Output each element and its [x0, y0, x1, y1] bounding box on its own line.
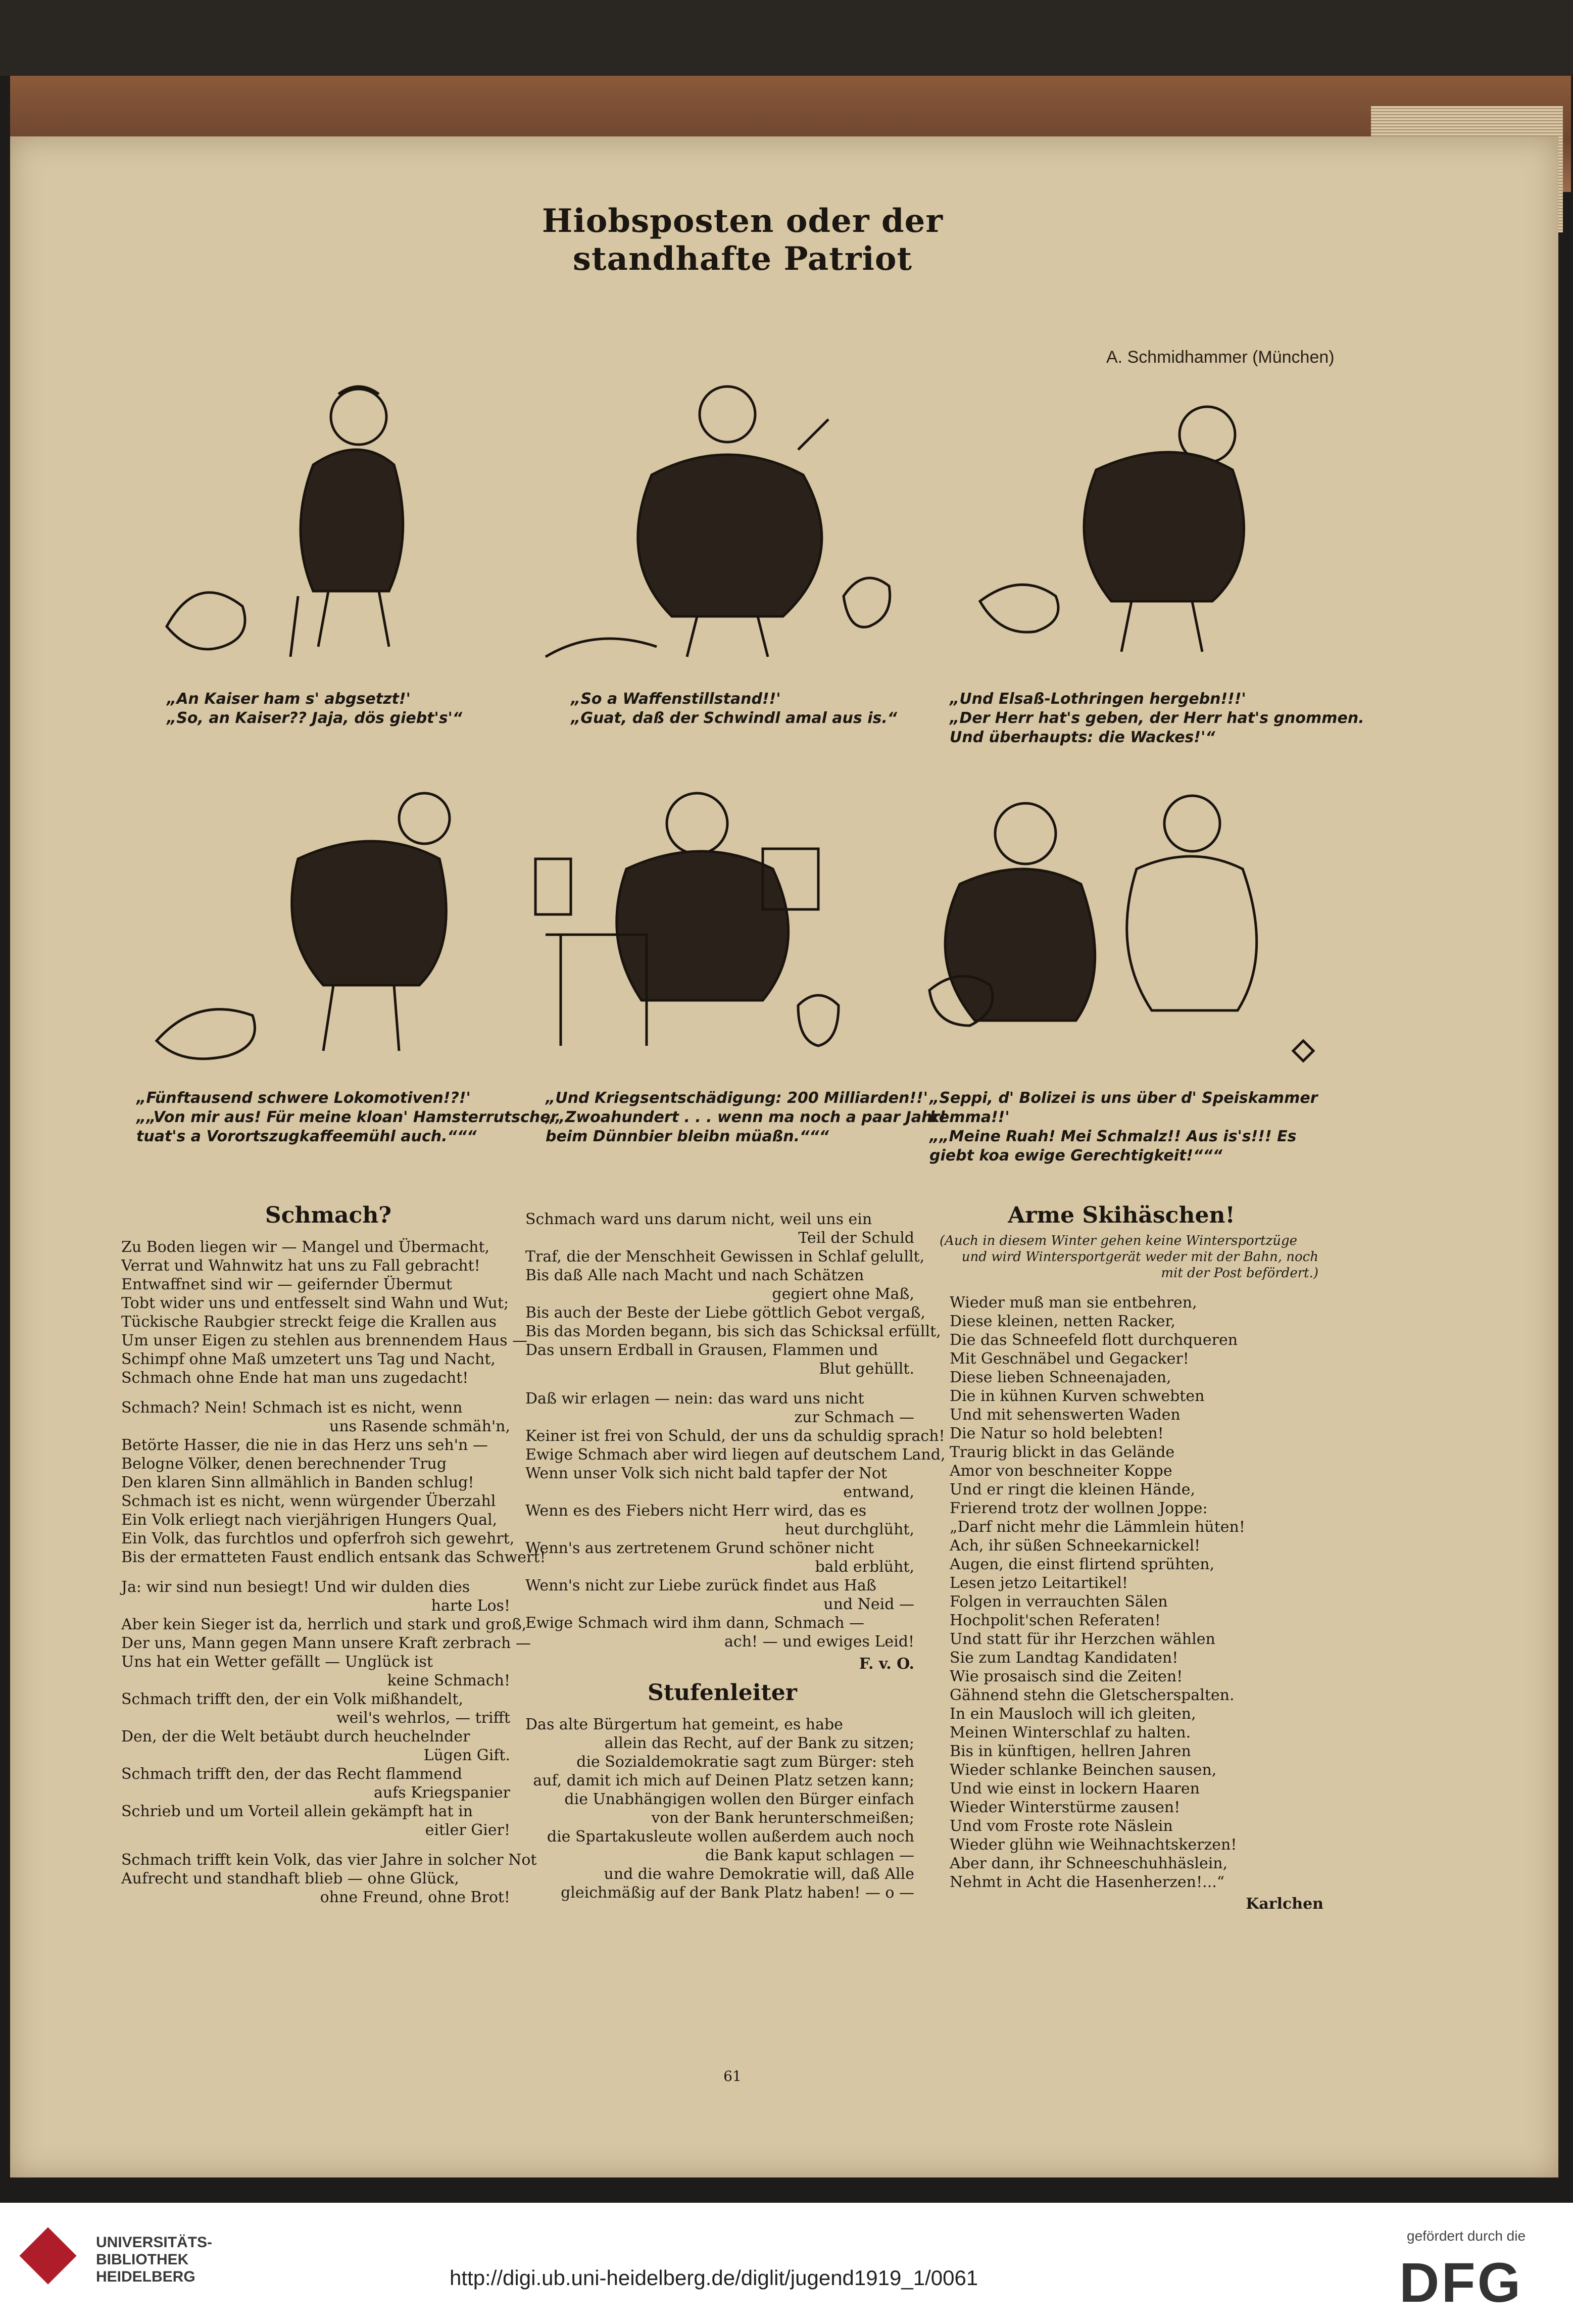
text-line: allein das Recht, auf der Bank zu sitzen;: [604, 1734, 914, 1752]
cartoon-figure-icon: [146, 374, 480, 657]
panel-5-caption: [546, 1089, 945, 1146]
panel-4-drawing: [141, 768, 490, 1081]
text-line: mit der Post befördert.): [1161, 1266, 1318, 1281]
text-line: und wird Wintersportgerät weder mit der Bahn, noch: [961, 1249, 1318, 1265]
caption-line: kemma!!': [929, 1108, 1010, 1126]
text-line: Schrieb und um Vorteil allein gekämpft hat in: [121, 1803, 473, 1820]
caption-line: beim Dünnbier bleibn müaßn.“““: [546, 1128, 829, 1145]
text-line: Ach, ihr süßen Schneekarnickel!: [950, 1537, 1201, 1555]
text-line: Schmach ward uns darum nicht, weil uns ein: [525, 1211, 872, 1228]
caption-line: „„Von mir aus! Für meine kloan' Hamsterrutscher: [136, 1108, 558, 1126]
text-line: Und mit sehenswerten Waden: [950, 1406, 1181, 1424]
text-line: entwand,: [843, 1483, 914, 1501]
panel-3-drawing: [960, 374, 1323, 667]
cartoon-figure-icon: [960, 374, 1323, 667]
dfg-logo: DFG: [1399, 2252, 1523, 2314]
cartoon-figure-icon: [525, 768, 879, 1071]
text-line: Nehmt in Acht die Hasenherzen!...“: [950, 1873, 1225, 1891]
text-line: gleichmäßig auf der Bank Platz haben! — o —: [561, 1884, 914, 1902]
text-line: Wenn's nicht zur Liebe zurück findet aus Haß: [525, 1577, 876, 1594]
caption-line: „Fünftausend schwere Lokomotiven!?!': [136, 1089, 471, 1107]
text-line: In ein Mausloch will ich gleiten,: [950, 1705, 1196, 1723]
caption-line: „Und Kriegsentschädigung: 200 Milliarden!!': [546, 1089, 928, 1107]
book-background: [0, 0, 1573, 76]
panel-1-drawing: [146, 374, 480, 657]
text-line: ohne Freund, ohne Brot!: [320, 1889, 510, 1906]
caption-line: „Guat, daß der Schwindl amal aus is.“: [571, 709, 898, 727]
text-line: Aber kein Sieger ist da, herrlich und stark und groß,: [121, 1616, 527, 1633]
text-line: Aufrecht und standhaft blieb — ohne Glück,: [121, 1870, 459, 1887]
caption-line: „„Zwoahundert . . . wenn ma noch a paar Jahrl: [546, 1108, 945, 1126]
panel-1-caption: [167, 690, 462, 728]
library-line: HEIDELBERG: [96, 2268, 195, 2285]
text-line: Wieder Winterstürme zausen!: [950, 1799, 1181, 1816]
caption-line: tuat's a Vorortszugkaffeemühl auch.“““: [136, 1128, 477, 1145]
text-line: weil's wehrlos, — trifft: [336, 1709, 510, 1727]
text-line: Lügen Gift.: [423, 1747, 510, 1764]
panel-6-caption: [929, 1089, 1318, 1166]
text-line: Schmach trifft kein Volk, das vier Jahre in solcher Not: [121, 1851, 537, 1869]
text-line: uns Rasende schmäh'n,: [329, 1418, 510, 1435]
viewer-footer: [0, 2203, 1573, 2324]
text-line: Und vom Froste rote Näslein: [950, 1817, 1173, 1835]
text-line: Wieder glühn wie Weihnachtskerzen!: [950, 1836, 1237, 1854]
panel-2-drawing: [530, 374, 955, 667]
text-line: und Neid —: [823, 1595, 914, 1613]
text-line: Schmach trifft den, der ein Volk mißhandelt,: [121, 1690, 463, 1708]
text-line: Teil der Schuld: [798, 1229, 914, 1247]
text-line: Ewige Schmach wird ihm dann, Schmach —: [525, 1614, 865, 1632]
source-url[interactable]: http://digi.ub.uni-heidelberg.de/diglit/jugend1919_1/0061: [450, 2266, 978, 2290]
caption-line: „So a Waffenstillstand!!': [571, 690, 781, 708]
poem-ski-signature: Karlchen: [1246, 1895, 1323, 1913]
text-line: Betörte Hasser, die nie in das Herz uns seh'n —: [121, 1436, 488, 1454]
text-line: Bis daß Alle nach Macht und nach Schätzen: [525, 1267, 864, 1284]
text-line: gegiert ohne Maß,: [772, 1285, 914, 1303]
poem-stufenleiter-title: Stufenleiter: [648, 1680, 797, 1706]
text-line: Das alte Bürgertum hat gemeint, es habe: [525, 1716, 843, 1733]
text-line: Gähnend stehn die Gletscherspalten.: [950, 1686, 1235, 1704]
poem-stufenleiter-text: [525, 1715, 914, 1902]
text-line: Tückische Raubgier streckt feige die Krallen aus: [121, 1313, 497, 1331]
text-line: Die Natur so hold belebten!: [950, 1425, 1164, 1442]
text-line: Und wie einst in lockern Haaren: [950, 1780, 1200, 1798]
text-line: Bis das Morden begann, bis sich das Schicksal erfüllt,: [525, 1323, 941, 1340]
panel-6-drawing: [899, 768, 1323, 1081]
text-line: Bis auch der Beste der Liebe göttlich Gebot vergaß,: [525, 1304, 925, 1322]
text-line: Der uns, Mann gegen Mann unsere Kraft zerbrach —: [121, 1634, 531, 1652]
text-line: Schmach? Nein! Schmach ist es nicht, wenn: [121, 1399, 463, 1417]
text-line: die Unabhängigen wollen den Bürger einfach: [564, 1790, 914, 1808]
text-line: bald erblüht,: [815, 1558, 914, 1576]
poem-schmach-signature: F. v. O.: [859, 1655, 914, 1673]
text-line: die Sozialdemokratie sagt zum Bürger: steh: [576, 1753, 914, 1771]
text-line: Das unsern Erdball in Grausen, Flammen und: [525, 1341, 878, 1359]
text-line: Wenn unser Volk sich nicht bald tapfer der Not: [525, 1465, 888, 1482]
text-line: keine Schmach!: [387, 1672, 510, 1689]
text-line: aufs Kriegspanier: [373, 1784, 510, 1802]
text-line: Ewige Schmach aber wird liegen auf deutschem Land,: [525, 1446, 946, 1464]
text-line: zur Schmach —: [794, 1409, 914, 1426]
text-line: Und er ringt die kleinen Hände,: [950, 1481, 1196, 1498]
text-line: Folgen in verrauchten Sälen: [950, 1593, 1168, 1611]
text-line: Entwaffnet sind wir — geifernder Übermut: [121, 1276, 452, 1293]
text-line: Belogne Völker, denen berechnender Trug: [121, 1455, 447, 1473]
library-name: [96, 2234, 212, 2286]
text-line: [121, 1387, 510, 1398]
text-line: „Darf nicht mehr die Lämmlein hüten!: [950, 1518, 1245, 1536]
page-title: Hiobsposten oder der standhafte Patriot: [542, 202, 944, 278]
caption-line: giebt koa ewige Gerechtigkeit!“““: [929, 1147, 1223, 1165]
text-line: Keiner ist frei von Schuld, der uns da schuldig sprach!: [525, 1427, 945, 1445]
text-line: Diese lieben Schneenajaden,: [950, 1369, 1171, 1386]
text-line: Traurig blickt in das Gelände: [950, 1443, 1175, 1461]
poem-ski-note: [940, 1233, 1318, 1281]
text-line: ach! — und ewiges Leid!: [724, 1633, 914, 1651]
text-line: [121, 1839, 510, 1851]
panel-5-drawing: [525, 768, 879, 1071]
text-line: von der Bank herunterschmeißen;: [651, 1809, 914, 1827]
text-line: Diese kleinen, netten Racker,: [950, 1313, 1175, 1330]
text-line: [525, 1378, 914, 1389]
text-line: Und statt für ihr Herzchen wählen: [950, 1630, 1215, 1648]
cartoon-figure-icon: [141, 768, 490, 1081]
text-line: Mit Geschnäbel und Gegacker!: [950, 1350, 1189, 1368]
page-number: 61: [723, 2068, 742, 2085]
text-line: Zu Boden liegen wir — Mangel und Übermacht,: [121, 1238, 490, 1256]
library-line: BIBLIOTHEK: [96, 2251, 189, 2268]
text-line: Lesen jetzo Leitartikel!: [950, 1574, 1128, 1592]
text-line: Die in kühnen Kurven schwebten: [950, 1387, 1205, 1405]
poem-ski-text: [950, 1293, 1323, 1892]
text-line: Verrat und Wahnwitz hat uns zu Fall gebracht!: [121, 1257, 480, 1275]
panel-3-caption: [950, 690, 1364, 747]
text-line: harte Los!: [431, 1597, 510, 1615]
text-line: Hochpolit'schen Referaten!: [950, 1612, 1161, 1629]
text-line: Sie zum Landtag Kandidaten!: [950, 1649, 1178, 1667]
text-line: auf, damit ich mich auf Deinen Platz setzen kann;: [533, 1772, 914, 1789]
text-line: Wenn's aus zertretenem Grund schöner nicht: [525, 1539, 874, 1557]
text-line: Wie prosaisch sind die Zeiten!: [950, 1668, 1183, 1685]
poem-schmach-title: Schmach?: [265, 1202, 392, 1228]
text-line: Ein Volk, das furchtlos und opferfroh sich gewehrt,: [121, 1530, 515, 1547]
text-line: Frierend trotz der wollnen Joppe:: [950, 1499, 1208, 1517]
caption-line: „Der Herr hat's geben, der Herr hat's gnommen.: [950, 709, 1364, 727]
text-line: Bis in künftigen, hellren Jahren: [950, 1742, 1191, 1760]
text-line: Ein Volk erliegt nach vierjährigen Hungers Qual,: [121, 1511, 498, 1529]
text-line: Aber dann, ihr Schneeschuhhäslein,: [950, 1855, 1228, 1872]
text-line: Blut gehüllt.: [819, 1360, 914, 1378]
text-line: heut durchglüht,: [784, 1521, 914, 1538]
text-line: eitler Gier!: [425, 1821, 510, 1839]
caption-line: „Und Elsaß-Lothringen hergebn!!!': [950, 690, 1246, 708]
text-line: Wenn es des Fiebers nicht Herr wird, das es: [525, 1502, 867, 1520]
text-line: Wieder muß man sie entbehren,: [950, 1294, 1197, 1312]
text-line: Bis der ermatteten Faust endlich entsank das Schwert!: [121, 1548, 546, 1566]
text-line: Wieder schlanke Beinchen sausen,: [950, 1761, 1217, 1779]
artist-credit: A. Schmidhammer (München): [1106, 348, 1335, 367]
text-line: die Spartakusleute wollen außerdem auch noch: [547, 1828, 914, 1846]
text-line: Den klaren Sinn allmählich in Banden schlug!: [121, 1474, 474, 1491]
text-line: Uns hat ein Wetter gefällt — Unglück ist: [121, 1653, 433, 1671]
sponsor-text: gefördert durch die: [1407, 2228, 1526, 2244]
text-line: Traf, die der Menschheit Gewissen in Schlaf gelullt,: [525, 1248, 925, 1266]
text-line: (Auch in diesem Winter gehen keine Wintersportzüge: [940, 1233, 1298, 1248]
text-line: Um unser Eigen zu stehlen aus brennendem Haus —: [121, 1332, 528, 1349]
text-line: Ja: wir sind nun besiegt! Und wir dulden dies: [121, 1578, 470, 1596]
text-line: Schmach ohne Ende hat man uns zugedacht!: [121, 1369, 469, 1387]
poem-schmach-column-1: [121, 1238, 546, 1907]
text-line: und die wahre Demokratie will, daß Alle: [604, 1865, 914, 1883]
text-line: die Bank kaput schlagen —: [705, 1847, 914, 1864]
text-line: Schmach trifft den, der das Recht flammend: [121, 1765, 462, 1783]
text-line: Schmach ist es nicht, wenn würgender Überzahl: [121, 1492, 496, 1510]
text-line: [121, 1567, 510, 1578]
university-logo-icon: [19, 2227, 76, 2284]
poem-ski-title: Arme Skihäschen!: [1008, 1202, 1235, 1228]
cartoon-figure-icon: [530, 374, 955, 667]
text-line: Daß wir erlagen — nein: das ward uns nicht: [525, 1390, 864, 1408]
text-line: Den, der die Welt betäubt durch heuchelnder: [121, 1728, 470, 1746]
caption-line: Und überhaupts: die Wackes!'“: [950, 729, 1215, 746]
caption-line: „An Kaiser ham s' abgsetzt!': [167, 690, 411, 708]
text-line: Die das Schneefeld flott durchqueren: [950, 1331, 1238, 1349]
text-line: Tobt wider uns und entfesselt sind Wahn und Wut;: [121, 1294, 509, 1312]
library-line: UNIVERSITÄTS-: [96, 2234, 213, 2251]
text-line: Schimpf ohne Maß umzetert uns Tag und Nacht,: [121, 1350, 496, 1368]
caption-line: „Seppi, d' Bolizei is uns über d' Speiskammer: [929, 1089, 1318, 1107]
panel-4-caption: [136, 1089, 558, 1146]
poem-schmach-column-2: [525, 1210, 946, 1651]
text-line: Meinen Winterschlaf zu halten.: [950, 1724, 1191, 1741]
caption-line: „So, an Kaiser?? Jaja, dös giebt's'“: [167, 709, 463, 727]
panel-2-caption: [571, 690, 897, 728]
text-line: Amor von beschneiter Koppe: [950, 1462, 1172, 1480]
caption-line: „„Meine Ruah! Mei Schmalz!! Aus is's!!! Es: [929, 1128, 1297, 1145]
cartoon-figure-icon: [899, 768, 1323, 1081]
text-line: Augen, die einst flirtend sprühten,: [950, 1556, 1215, 1573]
